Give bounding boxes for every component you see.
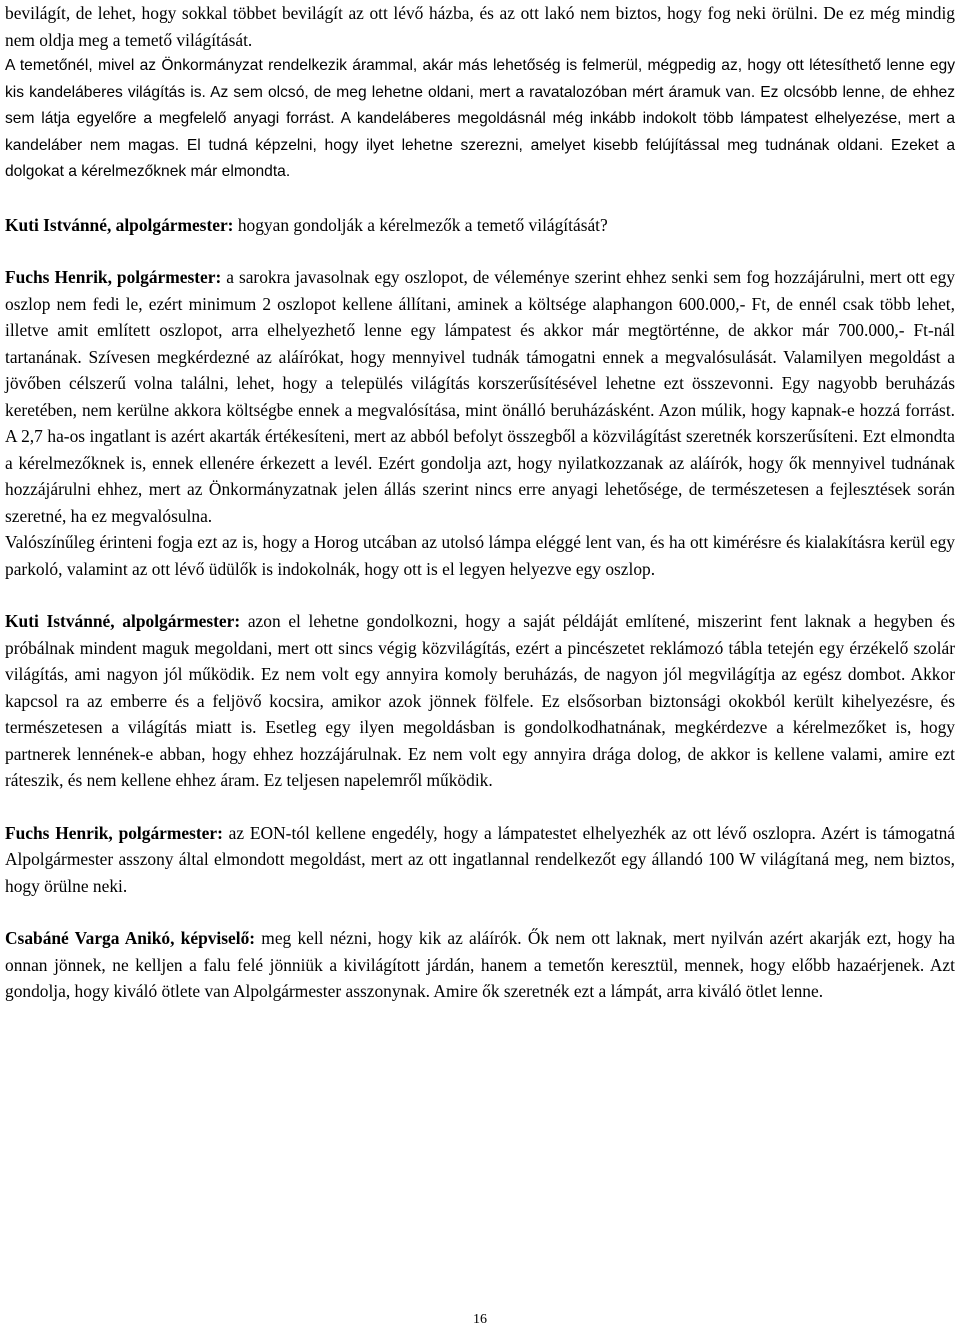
paragraph-text: hogyan gondolják a kérelmezők a temető világítását? [233,214,608,235]
speaker-name: Csabáné Varga Anikó, képviselő: [5,928,256,948]
paragraph-text: bevilágít, de lehet, hogy sokkal többet bevilágít az ott lévő házba, és az ott lakó nem biztos, hogy fog neki örülni. De ez még mindig nem oldja meg a temető világítását. [5,3,955,50]
paragraph-representative [5,925,955,1005]
page-number: 16 [473,1312,487,1327]
paragraph-cemetery-options [5,53,955,186]
paragraph-deputy-mayor-solar [5,608,955,794]
paragraph-horog-street [5,529,955,582]
paragraph-text: A temetőnél, mivel az Önkormányzat rendelkezik árammal, akár más lehetőség is felmerül, mégpedig az, hogy ott létesíthető lenne egy kis kandeláberes világítás is. Az sem olcsó, de meg lehetne oldani, mert a ravatalozóban mért áramuk van. Ez olcsóbb lenne, de ehhez sem látja egyelőre a megfelelő anyagi forrást. A kandeláberes megoldásnál még inkább indokolt több lámpatest elhelyezése, mert a kandeláber nem magas. El tudná képzelni, hogy ilyet lehetne szerezni, amelyet kisebb felújítással meg tudnának oldani. Ezeket a dolgokat a kérelmezőknek már elmondta. [5,57,955,180]
speaker-name: Fuchs Henrik, polgármester: [5,267,222,287]
paragraph-intro-continuation [5,0,955,53]
paragraph-text: azon el lehetne gondolkozni, hogy a saját példáját említené, miszerint fent laknak a hegyben és próbálnak mindent maguk megoldani, mert ott sincs végig közvilágítás, ezért a pincészetet reklámozó tábla tetején egy érzékelő szolár világítás, ami nagyon jól működik. Ez nem volt egy annyira komoly beruházás, de nagyon jól megvilágítja az egész dombot. Akkor kapcsol ra az emberre és a feljövő kocsira, amikor azok jönnek fölfele. Ez elsősorban biztonsági okokból került kihelyezésre, és természetesen a világítás miatt is. Esetleg egy ilyen megoldásban is gondolkodhatnának, megkérdezve a kérelmezőket is, hogy partnerek lennének-e abban, hogy ehhez hozzájárulnak. Ez nem volt egy annyira drága dolog, de akkor is kellene valami, amire ezt ráteszik, és nem kellene ehhez áram. Ez teljesen napelemről működik. [5,611,955,790]
paragraph-text: meg kell nézni, hogy kik az aláírók. Ők nem ott laknak, mert nyilván azért akarják ezt, hogy ha onnan jönnek, ne kelljen a falu felé jönniük a kivilágított járdán, hanem a temetőn keresztül, mennek, hogy előbb hazaérjenek. Azt gondolja, hogy kiváló ötlete van Alpolgármester asszonynak. Amire ők szeretnék ezt a lámpát, arra kiváló ötlet lenne. [5,928,955,1001]
paragraph-deputy-mayor-question [5,212,955,239]
speaker-name: Kuti Istvánné, alpolgármester: [5,214,234,235]
paragraph-text: az EON-tól kellene engedély, hogy a lámpatestet elhelyezhék az ott lévő oszlopra. Azért is támogatná Alpolgármester asszony által elmondott megoldást, mert az ott ingatlannal rendelkezőt egy állandó 100 W világítaná meg, nem biztos, hogy örülne neki. [5,822,955,896]
speaker-name: Fuchs Henrik, polgármester: [5,822,223,843]
paragraph-text: a sarokra javasolnak egy oszlopot, de véleménye szerint ehhez senki sem fog hozzájárulni, mert ott egy oszlop nem fedi le, ezért minimum 2 oszlopot kellene állítani, aminek a költsége alaphangon 600.000,- Ft, de ennél csak több lehet, illetve amit említett oszlopot, arra elhelyezhető lenne egy lámpatest és akkor már megtörténne, de akkor már 700.000,- Ft-nál tartanának. Szívesen megkérdezné az aláírókat, hogy mennyivel tudnák támogatni ennek a megvalósulását. Valamilyen megoldást a jövőben célszerű volna találni, lehet, hogy a település világítás korszerűsítésével lehetne ezt összevonni. Egy nagyobb beruházás keretében, nem kerülne akkora költségbe ennek a megvalósítása, mint önálló beruházásként. Azon múlik, hogy kapnak-e hozzá forrást. A 2,7 ha-os ingatlant is azért akarták értékesíteni, mert az abból befolyt összegből a közvilágítást szeretnék korszerűsíteni. Ezt elmondta a kérelmezőknek is, ennek ellenére érkezett a levél. Ezért gondolja azt, hogy nyilatkozzanak az aláírók, hogy ők mennyivel tudnának hozzájárulni ehhez, mert az Önkormányzatnak jelen állás szerint nincs erre anyagi lehetősége, de természetesen a fejlesztések során szeretné, ha ez megvalósulna. [5,267,955,526]
paragraph-mayor-eon [5,820,955,900]
paragraph-text: Valószínűleg érinteni fogja ezt az is, hogy a Horog utcában az utolsó lámpa eléggé lent van, és ha ott kimérésre és kialakításra kerül egy parkoló, valamint az ott lévő üdülők is indokolnák, hogy ott is el legyen helyezve egy oszlop. [5,532,955,579]
speaker-name: Kuti Istvánné, alpolgármester: [5,611,241,631]
paragraph-mayor-reply [5,264,955,529]
document-page [5,0,955,1005]
